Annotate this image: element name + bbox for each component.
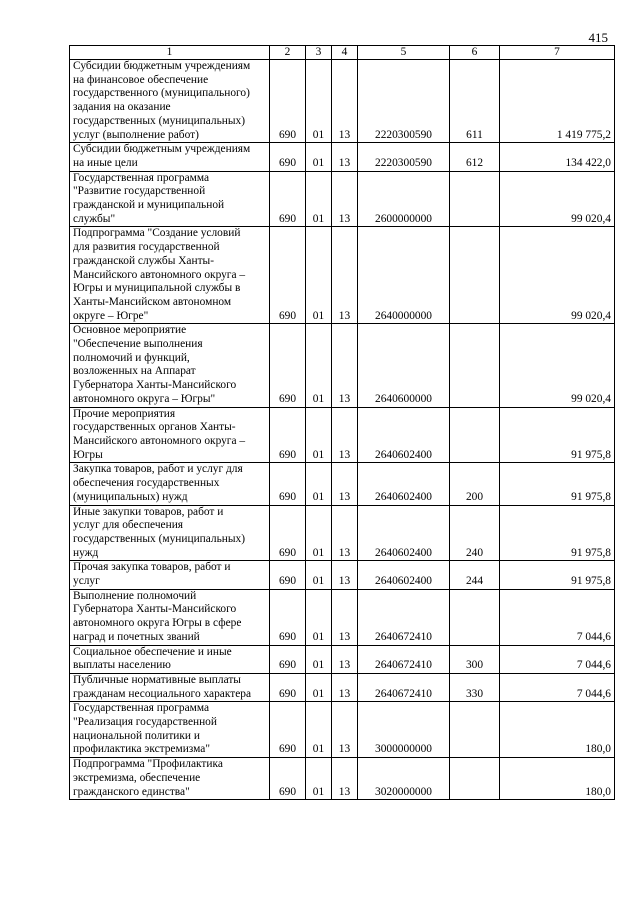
expense-type-cell: 240 — [450, 505, 500, 561]
subsection-code-cell: 13 — [332, 645, 358, 673]
row-name-line: Социальное обеспечение и иные — [73, 645, 232, 658]
expense-type-cell — [450, 324, 500, 407]
row-name-cell — [70, 673, 270, 701]
subsection-code-cell: 13 — [332, 171, 358, 227]
row-name-cell — [70, 171, 270, 227]
table-row — [70, 645, 615, 673]
row-name-line: выплаты населению — [73, 659, 171, 672]
row-name-line: наград и почетных званий — [73, 630, 200, 643]
column-header: 7 — [500, 46, 615, 60]
expense-type-cell — [450, 407, 500, 463]
section-code-cell: 01 — [306, 463, 332, 505]
budget-table — [69, 45, 615, 800]
table-row — [70, 324, 615, 407]
expense-type-cell: 244 — [450, 561, 500, 589]
target-article-cell: 2640672410 — [358, 645, 450, 673]
ministry-code-cell: 690 — [270, 589, 306, 645]
amount-cell: 7 044,6 — [500, 589, 615, 645]
expense-type-cell: 330 — [450, 673, 500, 701]
table-row — [70, 407, 615, 463]
subsection-code-cell: 13 — [332, 143, 358, 171]
section-code-cell: 01 — [306, 60, 332, 143]
target-article-cell: 2220300590 — [358, 60, 450, 143]
table-row — [70, 227, 615, 324]
row-name-line: государственных органов Ханты- — [73, 421, 236, 434]
row-name-line: на иные цели — [73, 156, 138, 169]
amount-cell: 180,0 — [500, 758, 615, 800]
row-name-line: Субсидии бюджетным учреждениям — [73, 143, 251, 156]
expense-type-cell — [450, 227, 500, 324]
section-code-cell: 01 — [306, 407, 332, 463]
subsection-code-cell: 13 — [332, 463, 358, 505]
table-header-row — [70, 46, 615, 60]
row-name-line: задания на оказание — [73, 101, 171, 114]
amount-cell: 180,0 — [500, 702, 615, 758]
amount-cell: 91 975,8 — [500, 505, 615, 561]
expense-type-cell — [450, 702, 500, 758]
ministry-code-cell: 690 — [270, 463, 306, 505]
row-name-line: Мансийского автономного округа – — [73, 434, 246, 447]
subsection-code-cell: 13 — [332, 589, 358, 645]
ministry-code-cell: 690 — [270, 324, 306, 407]
row-name-cell — [70, 561, 270, 589]
row-name-line: национальной политики и — [73, 729, 200, 742]
subsection-code-cell: 13 — [332, 505, 358, 561]
target-article-cell: 2640672410 — [358, 673, 450, 701]
table-row — [70, 673, 615, 701]
ministry-code-cell: 690 — [270, 407, 306, 463]
row-name-cell — [70, 407, 270, 463]
ministry-code-cell: 690 — [270, 171, 306, 227]
amount-cell: 7 044,6 — [500, 673, 615, 701]
row-name-line: "Развитие государственной — [73, 185, 206, 198]
ministry-code-cell: 690 — [270, 505, 306, 561]
row-name-line: государственных (муниципальных) — [73, 114, 246, 127]
row-name-cell — [70, 227, 270, 324]
column-header: 4 — [332, 46, 358, 60]
target-article-cell: 2640000000 — [358, 227, 450, 324]
row-name-line: Ханты-Мансийском автономном — [73, 295, 232, 308]
page-number: 415 — [588, 30, 608, 45]
target-article-cell: 2640602400 — [358, 407, 450, 463]
row-name-cell — [70, 589, 270, 645]
section-code-cell: 01 — [306, 645, 332, 673]
row-name-line: Государственная программа — [73, 171, 210, 184]
row-name-cell — [70, 645, 270, 673]
amount-cell: 99 020,4 — [500, 324, 615, 407]
subsection-code-cell: 13 — [332, 673, 358, 701]
section-code-cell: 01 — [306, 505, 332, 561]
ministry-code-cell: 690 — [270, 673, 306, 701]
subsection-code-cell: 13 — [332, 60, 358, 143]
amount-cell: 99 020,4 — [500, 227, 615, 324]
row-name-line: Основное мероприятие — [73, 324, 187, 337]
row-name-line: экстремизма, обеспечение — [73, 771, 201, 784]
expense-type-cell — [450, 171, 500, 227]
row-name-line: Подпрограмма "Профилактика — [73, 758, 223, 771]
row-name-line: Государственная программа — [73, 702, 210, 715]
table-row — [70, 561, 615, 589]
row-name-line: гражданского единства" — [73, 785, 190, 798]
table-row — [70, 505, 615, 561]
subsection-code-cell: 13 — [332, 561, 358, 589]
table-row — [70, 463, 615, 505]
row-name-cell — [70, 758, 270, 800]
table-row — [70, 60, 615, 143]
row-name-line: возложенных на Аппарат — [73, 365, 196, 378]
row-name-cell — [70, 324, 270, 407]
row-name-line: округе – Югре" — [73, 309, 149, 322]
table-row — [70, 143, 615, 171]
row-name-line: Выполнение полномочий — [73, 589, 197, 602]
amount-cell: 91 975,8 — [500, 561, 615, 589]
row-name-line: Югры и муниципальной службы в — [73, 282, 241, 295]
subsection-code-cell: 13 — [332, 702, 358, 758]
expense-type-cell — [450, 589, 500, 645]
ministry-code-cell: 690 — [270, 227, 306, 324]
target-article-cell: 2640602400 — [358, 463, 450, 505]
row-name-line: гражданам несоциального характера — [73, 687, 252, 700]
section-code-cell: 01 — [306, 227, 332, 324]
row-name-line: автономного округа Югры в сфере — [73, 617, 242, 630]
column-header: 6 — [450, 46, 500, 60]
row-name-line: гражданской службы Ханты- — [73, 254, 214, 267]
ministry-code-cell: 690 — [270, 645, 306, 673]
row-name-line: нужд — [73, 546, 99, 559]
target-article-cell: 3000000000 — [358, 702, 450, 758]
expense-type-cell: 200 — [450, 463, 500, 505]
row-name-line: Иные закупки товаров, работ и — [73, 505, 224, 518]
amount-cell: 99 020,4 — [500, 171, 615, 227]
target-article-cell: 2640600000 — [358, 324, 450, 407]
target-article-cell: 2220300590 — [358, 143, 450, 171]
row-name-cell — [70, 143, 270, 171]
row-name-line: "Реализация государственной — [73, 716, 217, 729]
table-body — [70, 60, 615, 800]
ministry-code-cell: 690 — [270, 143, 306, 171]
row-name-cell — [70, 505, 270, 561]
section-code-cell: 01 — [306, 171, 332, 227]
row-name-line: для развития государственной — [73, 241, 220, 254]
subsection-code-cell: 13 — [332, 227, 358, 324]
column-header: 2 — [270, 46, 306, 60]
table-row — [70, 702, 615, 758]
row-name-line: Губернатора Ханты-Мансийского — [73, 603, 237, 616]
row-name-line: Закупка товаров, работ и услуг для — [73, 463, 243, 476]
column-header: 1 — [70, 46, 270, 60]
row-name-line: профилактика экстремизма" — [73, 743, 210, 756]
amount-cell: 91 975,8 — [500, 407, 615, 463]
expense-type-cell: 611 — [450, 60, 500, 143]
row-name-line: государственных (муниципальных) — [73, 532, 246, 545]
target-article-cell: 2640602400 — [358, 561, 450, 589]
row-name-line: Прочие мероприятия — [73, 407, 176, 420]
row-name-line: "Обеспечение выполнения — [73, 338, 203, 351]
row-name-line: услуг — [73, 575, 100, 588]
row-name-line: Губернатора Ханты-Мансийского — [73, 379, 237, 392]
amount-cell: 91 975,8 — [500, 463, 615, 505]
target-article-cell: 2640672410 — [358, 589, 450, 645]
row-name-line: автономного округа – Югры" — [73, 392, 216, 405]
target-article-cell: 3020000000 — [358, 758, 450, 800]
row-name-cell — [70, 60, 270, 143]
amount-cell: 134 422,0 — [500, 143, 615, 171]
row-name-line: Мансийского автономного округа – — [73, 268, 246, 281]
table-row — [70, 589, 615, 645]
row-name-cell — [70, 463, 270, 505]
row-name-line: Субсидии бюджетным учреждениям — [73, 60, 251, 72]
section-code-cell: 01 — [306, 324, 332, 407]
ministry-code-cell: 690 — [270, 561, 306, 589]
row-name-line: (муниципальных) нужд — [73, 490, 188, 503]
expense-type-cell: 300 — [450, 645, 500, 673]
section-code-cell: 01 — [306, 561, 332, 589]
section-code-cell: 01 — [306, 143, 332, 171]
expense-type-cell: 612 — [450, 143, 500, 171]
amount-cell: 1 419 775,2 — [500, 60, 615, 143]
row-name-line: услуг для обеспечения — [73, 519, 184, 532]
row-name-line: услуг (выполнение работ) — [73, 128, 199, 141]
expense-type-cell — [450, 758, 500, 800]
row-name-line: обеспечения государственных — [73, 477, 220, 490]
section-code-cell: 01 — [306, 702, 332, 758]
row-name-cell — [70, 702, 270, 758]
target-article-cell: 2600000000 — [358, 171, 450, 227]
subsection-code-cell: 13 — [332, 407, 358, 463]
row-name-line: службы" — [73, 212, 116, 225]
table-row — [70, 171, 615, 227]
section-code-cell: 01 — [306, 589, 332, 645]
row-name-line: Подпрограмма "Создание условий — [73, 227, 241, 240]
amount-cell: 7 044,6 — [500, 645, 615, 673]
row-name-line: полномочий и функций, — [73, 351, 190, 364]
column-header: 3 — [306, 46, 332, 60]
ministry-code-cell: 690 — [270, 758, 306, 800]
ministry-code-cell: 690 — [270, 702, 306, 758]
target-article-cell: 2640602400 — [358, 505, 450, 561]
subsection-code-cell: 13 — [332, 758, 358, 800]
section-code-cell: 01 — [306, 673, 332, 701]
row-name-line: Публичные нормативные выплаты — [73, 673, 241, 686]
column-header: 5 — [358, 46, 450, 60]
subsection-code-cell: 13 — [332, 324, 358, 407]
row-name-line: Югры — [73, 448, 103, 461]
row-name-line: Прочая закупка товаров, работ и — [73, 561, 231, 574]
row-name-line: гражданской и муниципальной — [73, 199, 225, 212]
section-code-cell: 01 — [306, 758, 332, 800]
row-name-line: на финансовое обеспечение — [73, 73, 209, 86]
row-name-line: государственного (муниципального) — [73, 87, 250, 100]
table-row — [70, 758, 615, 800]
ministry-code-cell: 690 — [270, 60, 306, 143]
